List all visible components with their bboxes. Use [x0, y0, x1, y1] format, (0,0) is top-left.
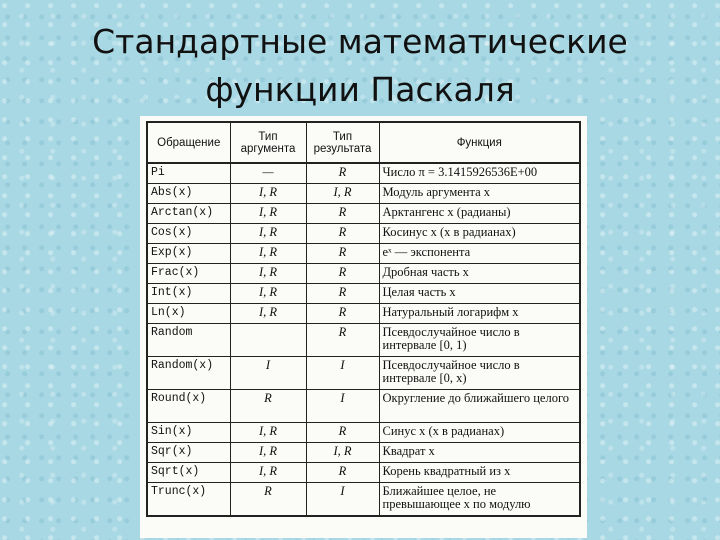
cell-result-type: R — [306, 264, 379, 284]
table-body — [147, 163, 580, 516]
cell-call: Ln(x) — [147, 304, 230, 324]
cell-call: Trunc(x) — [147, 483, 230, 517]
cell-arg-type: R — [230, 483, 306, 517]
cell-call: Pi — [147, 163, 230, 184]
cell-result-type: R — [306, 423, 379, 443]
cell-arg-type: I, R — [230, 443, 306, 463]
cell-function: Квадрат x — [379, 443, 580, 463]
cell-result-type: R — [306, 463, 379, 483]
cell-call: Arctan(x) — [147, 204, 230, 224]
cell-function: eˣ — экспонента — [379, 244, 580, 264]
cell-function: Ближайшее целое, не превышающее x по модулю — [379, 483, 580, 517]
cell-function: Псевдослучайное число в интервале [0, 1) — [379, 324, 580, 357]
cell-function: Псевдослучайное число в интервале [0, x) — [379, 357, 580, 390]
cell-function: Модуль аргумента x — [379, 184, 580, 204]
cell-result-type: R — [306, 324, 379, 357]
table-row — [147, 390, 580, 423]
cell-result-type: R — [306, 204, 379, 224]
cell-function: Целая часть x — [379, 284, 580, 304]
cell-arg-type: I, R — [230, 244, 306, 264]
table-row — [147, 224, 580, 244]
slide-title — [0, 18, 720, 114]
cell-call: Round(x) — [147, 390, 230, 423]
cell-function: Синус x (x в радианах) — [379, 423, 580, 443]
header-function: Функция — [379, 122, 580, 163]
table-row — [147, 423, 580, 443]
cell-function: Корень квадратный из x — [379, 463, 580, 483]
cell-function: Число π = 3.1415926536E+00 — [379, 163, 580, 184]
header-arg-type: Тип аргумента — [230, 122, 306, 163]
cell-call: Int(x) — [147, 284, 230, 304]
table-row — [147, 204, 580, 224]
slide-title-line-1: Стандартные математические — [92, 22, 628, 61]
cell-function: Округление до ближайшего целого — [379, 390, 580, 423]
table-row — [147, 443, 580, 463]
cell-result-type: I — [306, 357, 379, 390]
cell-result-type: R — [306, 224, 379, 244]
functions-table — [146, 121, 581, 517]
cell-function: Натуральный логарифм x — [379, 304, 580, 324]
cell-arg-type: I, R — [230, 304, 306, 324]
cell-arg-type: I, R — [230, 204, 306, 224]
cell-call: Sqr(x) — [147, 443, 230, 463]
cell-arg-type: I, R — [230, 264, 306, 284]
table-row — [147, 463, 580, 483]
cell-arg-type: I, R — [230, 284, 306, 304]
table-row — [147, 304, 580, 324]
cell-function: Косинус x (x в радианах) — [379, 224, 580, 244]
table-row — [147, 483, 580, 517]
cell-result-type: I, R — [306, 443, 379, 463]
table-header-row — [147, 122, 580, 163]
cell-arg-type: I, R — [230, 224, 306, 244]
header-result-type: Тип результата — [306, 122, 379, 163]
table-row — [147, 284, 580, 304]
cell-result-type: I — [306, 390, 379, 423]
cell-call: Abs(x) — [147, 184, 230, 204]
table-row — [147, 244, 580, 264]
table-image — [140, 116, 587, 538]
cell-call: Exp(x) — [147, 244, 230, 264]
cell-arg-type: I — [230, 357, 306, 390]
cell-arg-type: I, R — [230, 463, 306, 483]
cell-result-type: R — [306, 304, 379, 324]
cell-function: Дробная часть x — [379, 264, 580, 284]
cell-call: Cos(x) — [147, 224, 230, 244]
table-row — [147, 184, 580, 204]
cell-call: Random(x) — [147, 357, 230, 390]
table-row — [147, 163, 580, 184]
cell-call: Sqrt(x) — [147, 463, 230, 483]
slide-title-line-2: функции Паскаля — [205, 70, 515, 109]
cell-arg-type: I, R — [230, 423, 306, 443]
cell-call: Frac(x) — [147, 264, 230, 284]
cell-result-type: R — [306, 284, 379, 304]
cell-result-type: R — [306, 163, 379, 184]
cell-result-type: R — [306, 244, 379, 264]
table-row — [147, 264, 580, 284]
header-call: Обращение — [147, 122, 230, 163]
cell-arg-type: R — [230, 390, 306, 423]
cell-result-type: I, R — [306, 184, 379, 204]
cell-arg-type: I, R — [230, 184, 306, 204]
cell-function: Арктангенс x (радианы) — [379, 204, 580, 224]
cell-result-type: I — [306, 483, 379, 517]
cell-arg-type — [230, 324, 306, 357]
cell-call: Random — [147, 324, 230, 357]
cell-call: Sin(x) — [147, 423, 230, 443]
cell-arg-type: — — [230, 163, 306, 184]
table-row — [147, 357, 580, 390]
table-row — [147, 324, 580, 357]
